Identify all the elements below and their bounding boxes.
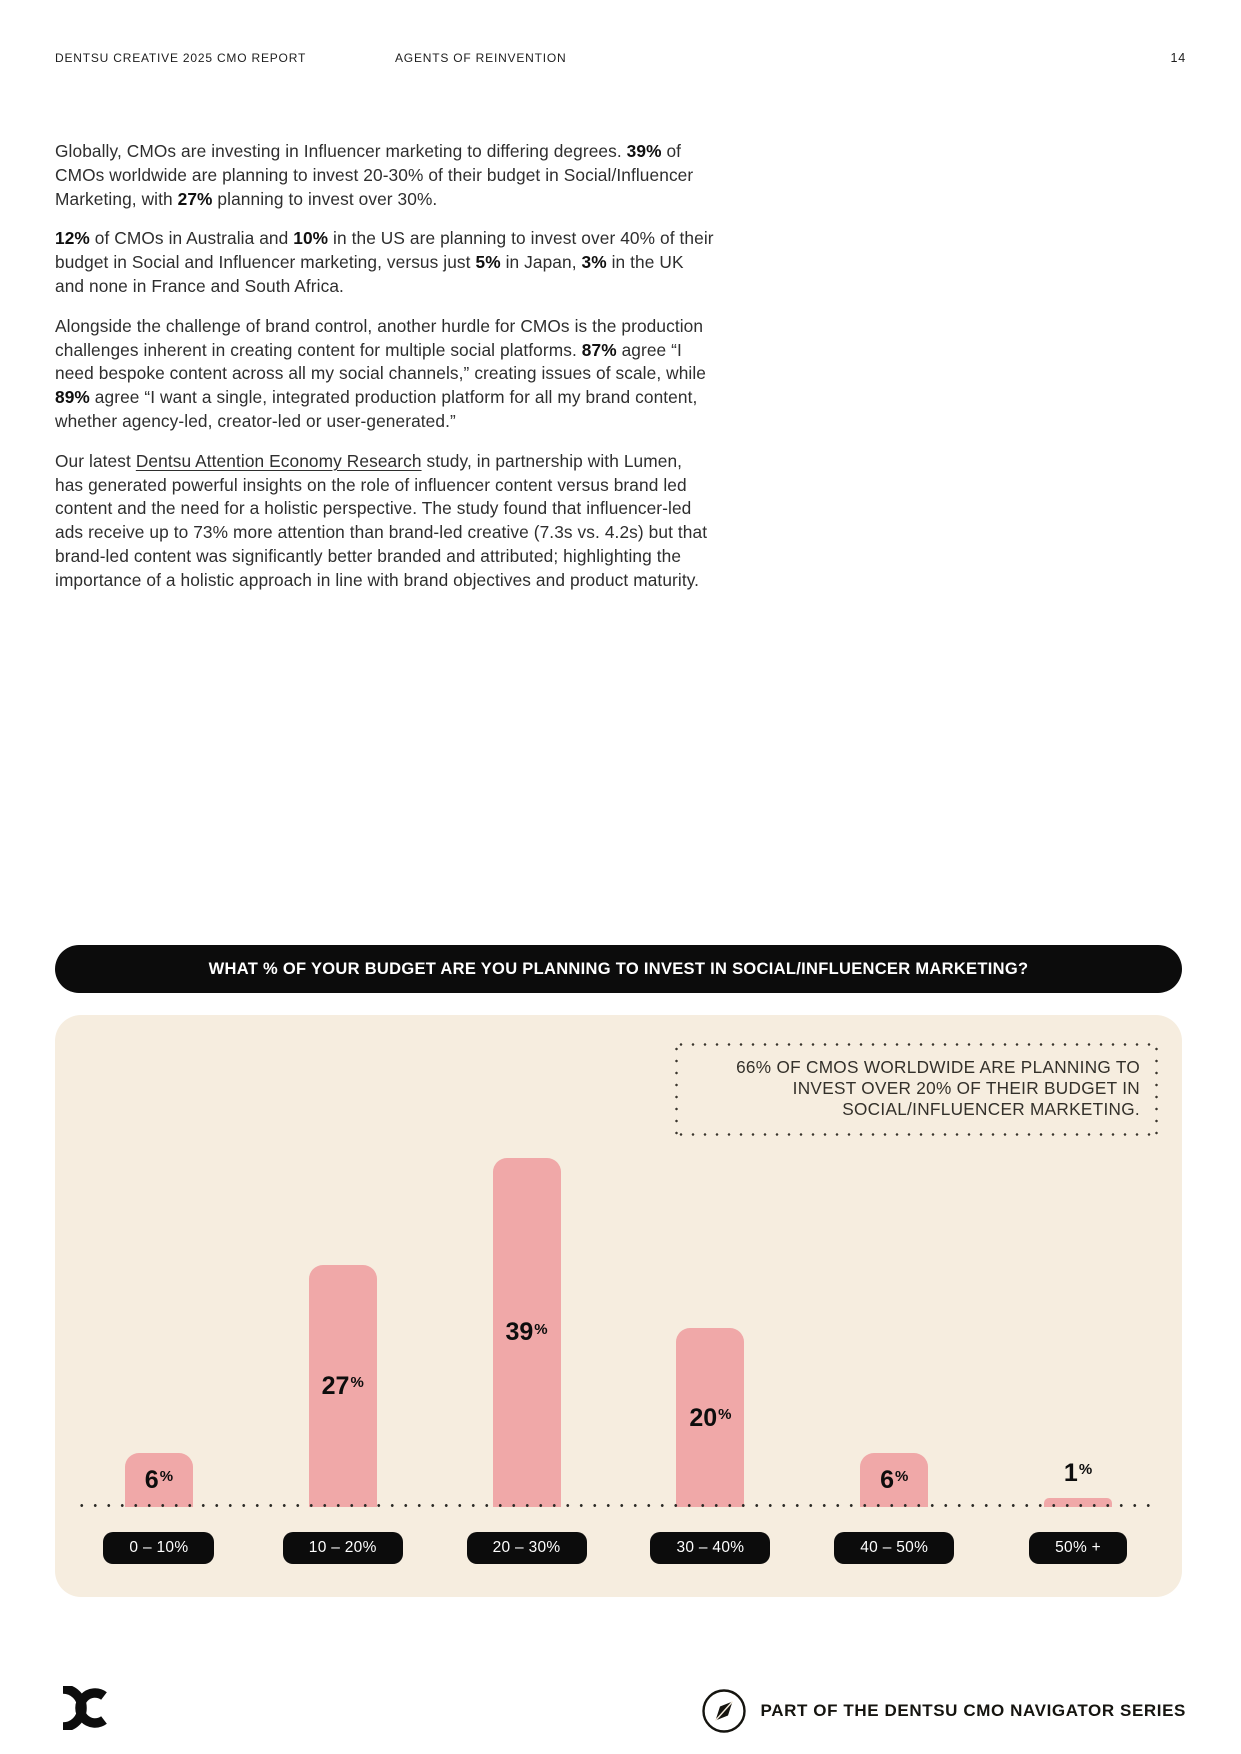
paragraph: Globally, CMOs are investing in Influencer marketing to differing degrees. 39% of CMOs worldwide are planning to invest 20-30% of their budget in Social/Influencer Marketing, with 27% planning to invest over 30%. (55, 141, 694, 209)
footer-series (701, 1688, 1186, 1734)
category-slot (67, 1532, 251, 1564)
category-pill: 20 – 30% (467, 1532, 587, 1564)
bar-slot (67, 1015, 251, 1507)
paragraph: Our latest Dentsu Attention Economy Research study, in partnership with Lumen, has generated powerful insights on the role of influencer content versus brand led content and the need for a holistic perspective. The study found that influencer-led ads receive up to 73% more attention than brand-led creative (7.3s vs. 4.2s) but that brand-led content was significantly better branded and attributed; highlighting the importance of a holistic approach in line with brand objectives and product maturity. (55, 450, 708, 590)
category-pill: 0 – 10% (103, 1532, 214, 1564)
bar-slot (986, 1015, 1170, 1507)
header-report-title: DENTSU CREATIVE 2025 CMO REPORT (55, 51, 307, 65)
chart-callout-text: 66% OF CMOS WORLDWIDE ARE PLANNING TO INVEST OVER 20% OF THEIR BUDGET IN SOCIAL/INFLUENCER MARKETING. (736, 1057, 1140, 1119)
body-copy (55, 140, 715, 609)
chart-title: WHAT % OF YOUR BUDGET ARE YOU PLANNING TO INVEST IN SOCIAL/INFLUENCER MARKETING? (208, 959, 1029, 978)
header-section-title: AGENTS OF REINVENTION (395, 51, 567, 65)
bar-slot (802, 1015, 986, 1507)
category-slot (435, 1532, 619, 1564)
bar-value-label: 39% (505, 1318, 548, 1347)
plot-area (67, 1015, 1170, 1507)
bar-value-label: 6% (880, 1466, 909, 1495)
paragraph: 12% of CMOs in Australia and 10% in the US are planning to invest over 40% of their budget in Social and Influencer marketing, versus just 5% in Japan, 3% in the UK and none in France and South Africa. (55, 228, 714, 296)
category-slot (618, 1532, 802, 1564)
link-dentsu-attention-economy-research[interactable]: Dentsu Attention Economy Research (135, 450, 422, 471)
bar-value-label: 1% (1063, 1459, 1093, 1488)
category-row (67, 1532, 1170, 1564)
bar-slot (618, 1015, 802, 1507)
bar-slot (435, 1015, 619, 1507)
dotted-baseline (75, 1503, 1160, 1508)
header-page-number: 14 (1170, 51, 1186, 65)
bar-value-label: 6% (144, 1466, 174, 1495)
dentsu-creative-logo (55, 1686, 109, 1735)
bar-slot (251, 1015, 435, 1507)
category-pill: 30 – 40% (650, 1532, 770, 1564)
compass-icon (701, 1688, 747, 1734)
paragraph: Alongside the challenge of brand control, another hurdle for CMOs is the production challenges inherent in creating content for multiple social platforms. 87% agree “I need bespoke content across all my social channels,” creating issues of scale, while 89% agree “I want a single, integrated production platform for all my brand content, whether agency-led, creator-led or user-generated.” (55, 315, 707, 431)
category-pill: 50% + (1029, 1532, 1127, 1564)
bar-value-label: 20% (689, 1403, 732, 1432)
chart-panel (55, 1015, 1182, 1597)
bar-value-label: 27% (321, 1372, 364, 1401)
category-slot (986, 1532, 1170, 1564)
category-slot (802, 1532, 986, 1564)
category-slot (251, 1532, 435, 1564)
category-pill: 40 – 50% (834, 1532, 954, 1564)
series-label: PART OF THE DENTSU CMO NAVIGATOR SERIES (760, 1701, 1186, 1720)
chart-title-pill (55, 945, 1182, 993)
category-pill: 10 – 20% (283, 1532, 403, 1564)
dc-logo-icon (55, 1686, 109, 1730)
